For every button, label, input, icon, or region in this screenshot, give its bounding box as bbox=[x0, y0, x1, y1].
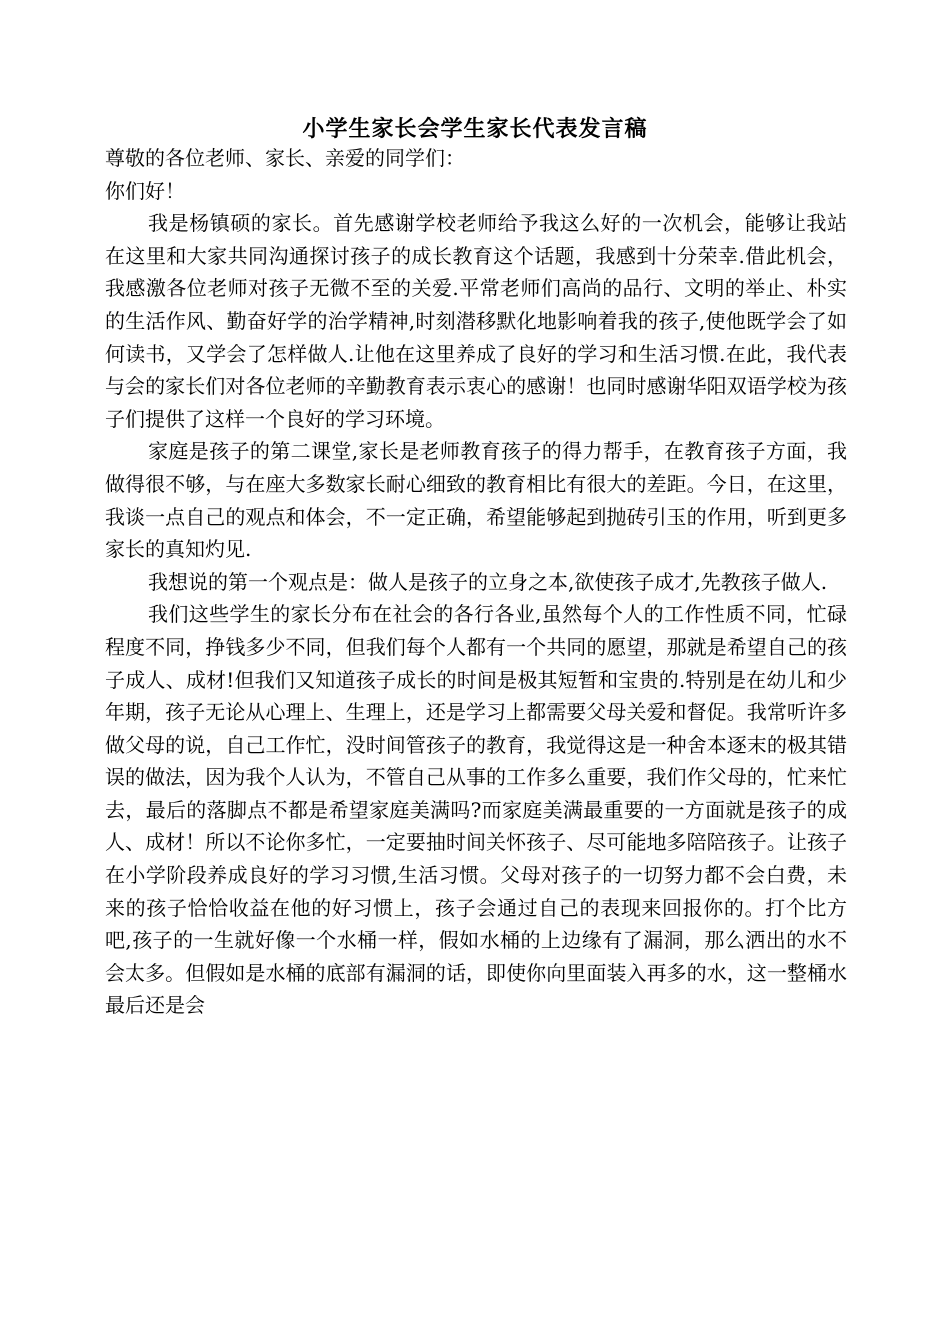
greeting: 你们好！ bbox=[105, 178, 185, 203]
salutation: 尊敬的各位老师、家长、亲爱的同学们： bbox=[105, 146, 465, 170]
document-title: 小学生家长会学生家长代表发言稿 bbox=[302, 116, 648, 142]
paragraph: 我是杨镇硕的家长。首先感谢学校老师给予我这么好的一次机会，能够让我站在这里和大家共同沟通探讨孩子的成长教育这个话题，我感到十分荣幸.借此机会，我感激各位老师对孩子无微不至的关爱.平常老师们高尚的品行、文明的举止、朴实的生活作风、勤奋好学的治学精神,时刻潜移默化地影响着我的孩子,使他既学会了如何读书，又学会了怎样做人.让他在这里养成了良好的学习和生活习惯.在此，我代表与会的家长们对各位老师的辛勤教育表示衷心的感谢！也同时感谢华阳双语学校为孩子们提供了这样一个良好的学习环境。 bbox=[105, 211, 847, 431]
paragraph: 我想说的第一个观点是：做人是孩子的立身之本,欲使孩子成才,先教孩子做人. bbox=[148, 569, 828, 594]
paragraph: 我们这些学生的家长分布在社会的各行各业,虽然每个人的工作性质不同，忙碌程度不同，挣钱多少不同，但我们每个人都有一个共同的愿望，那就是希望自己的孩子成人、成材!但我们又知道孩子成长的时间是极其短暂和宝贵的.特别是在幼儿和少年期，孩子无论从心理上、生理上，还是学习上都需要父母关爱和督促。我常听许多做父母的说，自己工作忙，没时间管孩子的教育，我觉得这是一种舍本逐末的极其错误的做法，因为我个人认为，不管自己从事的工作多么重要，我们作父母的，忙来忙去，最后的落脚点不都是希望家庭美满吗?而家庭美满最重要的一方面就是孩子的成人、成材！所以不论你多忙，一定要抽时间关怀孩子、尽可能地多陪陪孩子。让孩子在小学阶段养成良好的学习习惯,生活习惯。父母对孩子的一切努力都不会白费，未来的孩子恰恰收益在他的好习惯上，孩子会通过自己的表现来回报你的。打个比方吧,孩子的一生就好像一个水桶一样，假如水桶的上边缘有了漏洞，那么洒出的水不会太多。但假如是水桶的底部有漏洞的话，即使你向里面装入再多的水，这一整桶水最后还是会 bbox=[105, 602, 847, 1018]
document-body bbox=[105, 142, 847, 1022]
paragraph: 家庭是孩子的第二课堂,家长是老师教育孩子的得力帮手，在教育孩子方面，我做得很不够，与在座大多数家长耐心细致的教育相比有很大的差距。今日，在这里，我谈一点自己的观点和体会，不一定正确，希望能够起到抛砖引玉的作用，听到更多家长的真知灼见. bbox=[105, 439, 847, 562]
